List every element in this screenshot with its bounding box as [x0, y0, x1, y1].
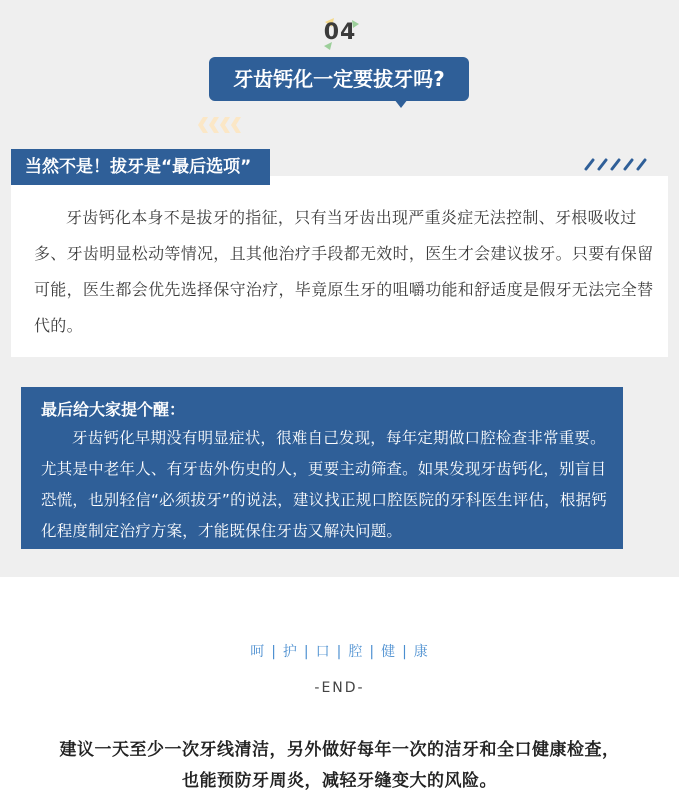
closing-line-2: 也能预防牙周炎，减轻牙缝变大的风险。: [182, 771, 497, 791]
answer-paragraph: 牙齿钙化本身不是拔牙的指征，只有当牙齿出现严重炎症无法控制、牙根吸收过多、牙齿明显松动等情况，且其他治疗手段都无效时，医生才会建议拔牙。只要有保留可能，医生都会优先选择保守治疗，毕竟原生牙的咀嚼功能和舒适度是假牙无法完全替代的。: [34, 208, 654, 335]
answer-heading: 当然不是！拔牙是“最后选项”: [11, 149, 270, 185]
tag-item: 健: [381, 644, 397, 660]
tag-item: 康: [413, 644, 429, 660]
section-number: 04: [323, 20, 357, 45]
chevron-decoration-icon: [197, 116, 245, 134]
slash-decoration-icon: [583, 157, 653, 171]
tag-item: 护: [282, 644, 298, 660]
closing-advice: [0, 735, 679, 797]
section-number-badge: [316, 14, 364, 50]
closing-line-1: 建议一天至少一次牙线清洁，另外做好每年一次的洁牙和全口健康检查，: [59, 740, 620, 760]
bubble-tail: [394, 99, 408, 108]
tag-item: 腔: [348, 644, 364, 660]
reminder-heading: 最后给大家提个醒：: [41, 400, 186, 419]
reminder-card: [21, 387, 623, 549]
tag-item: 口: [315, 644, 331, 660]
tag-item: 呵: [250, 644, 266, 660]
footer-tags: 呵 | 护 | 口 | 腔 | 健 | 康: [250, 644, 429, 660]
end-marker: -END-: [314, 680, 365, 696]
section-title: 牙齿钙化一定要拔牙吗?: [233, 67, 445, 91]
reminder-paragraph: 牙齿钙化早期没有明显症状，很难自己发现，每年定期做口腔检查非常重要。尤其是中老年人、有牙齿外伤史的人，更要主动筛查。如果发现牙齿钙化，别盲目恐慌，也别轻信“必须拔牙”的说法，建议找正规口腔医院的牙科医生评估，根据钙化程度制定治疗方案，才能既保住牙齿又解决问题。: [41, 429, 607, 540]
section-title-bubble: [209, 57, 469, 101]
